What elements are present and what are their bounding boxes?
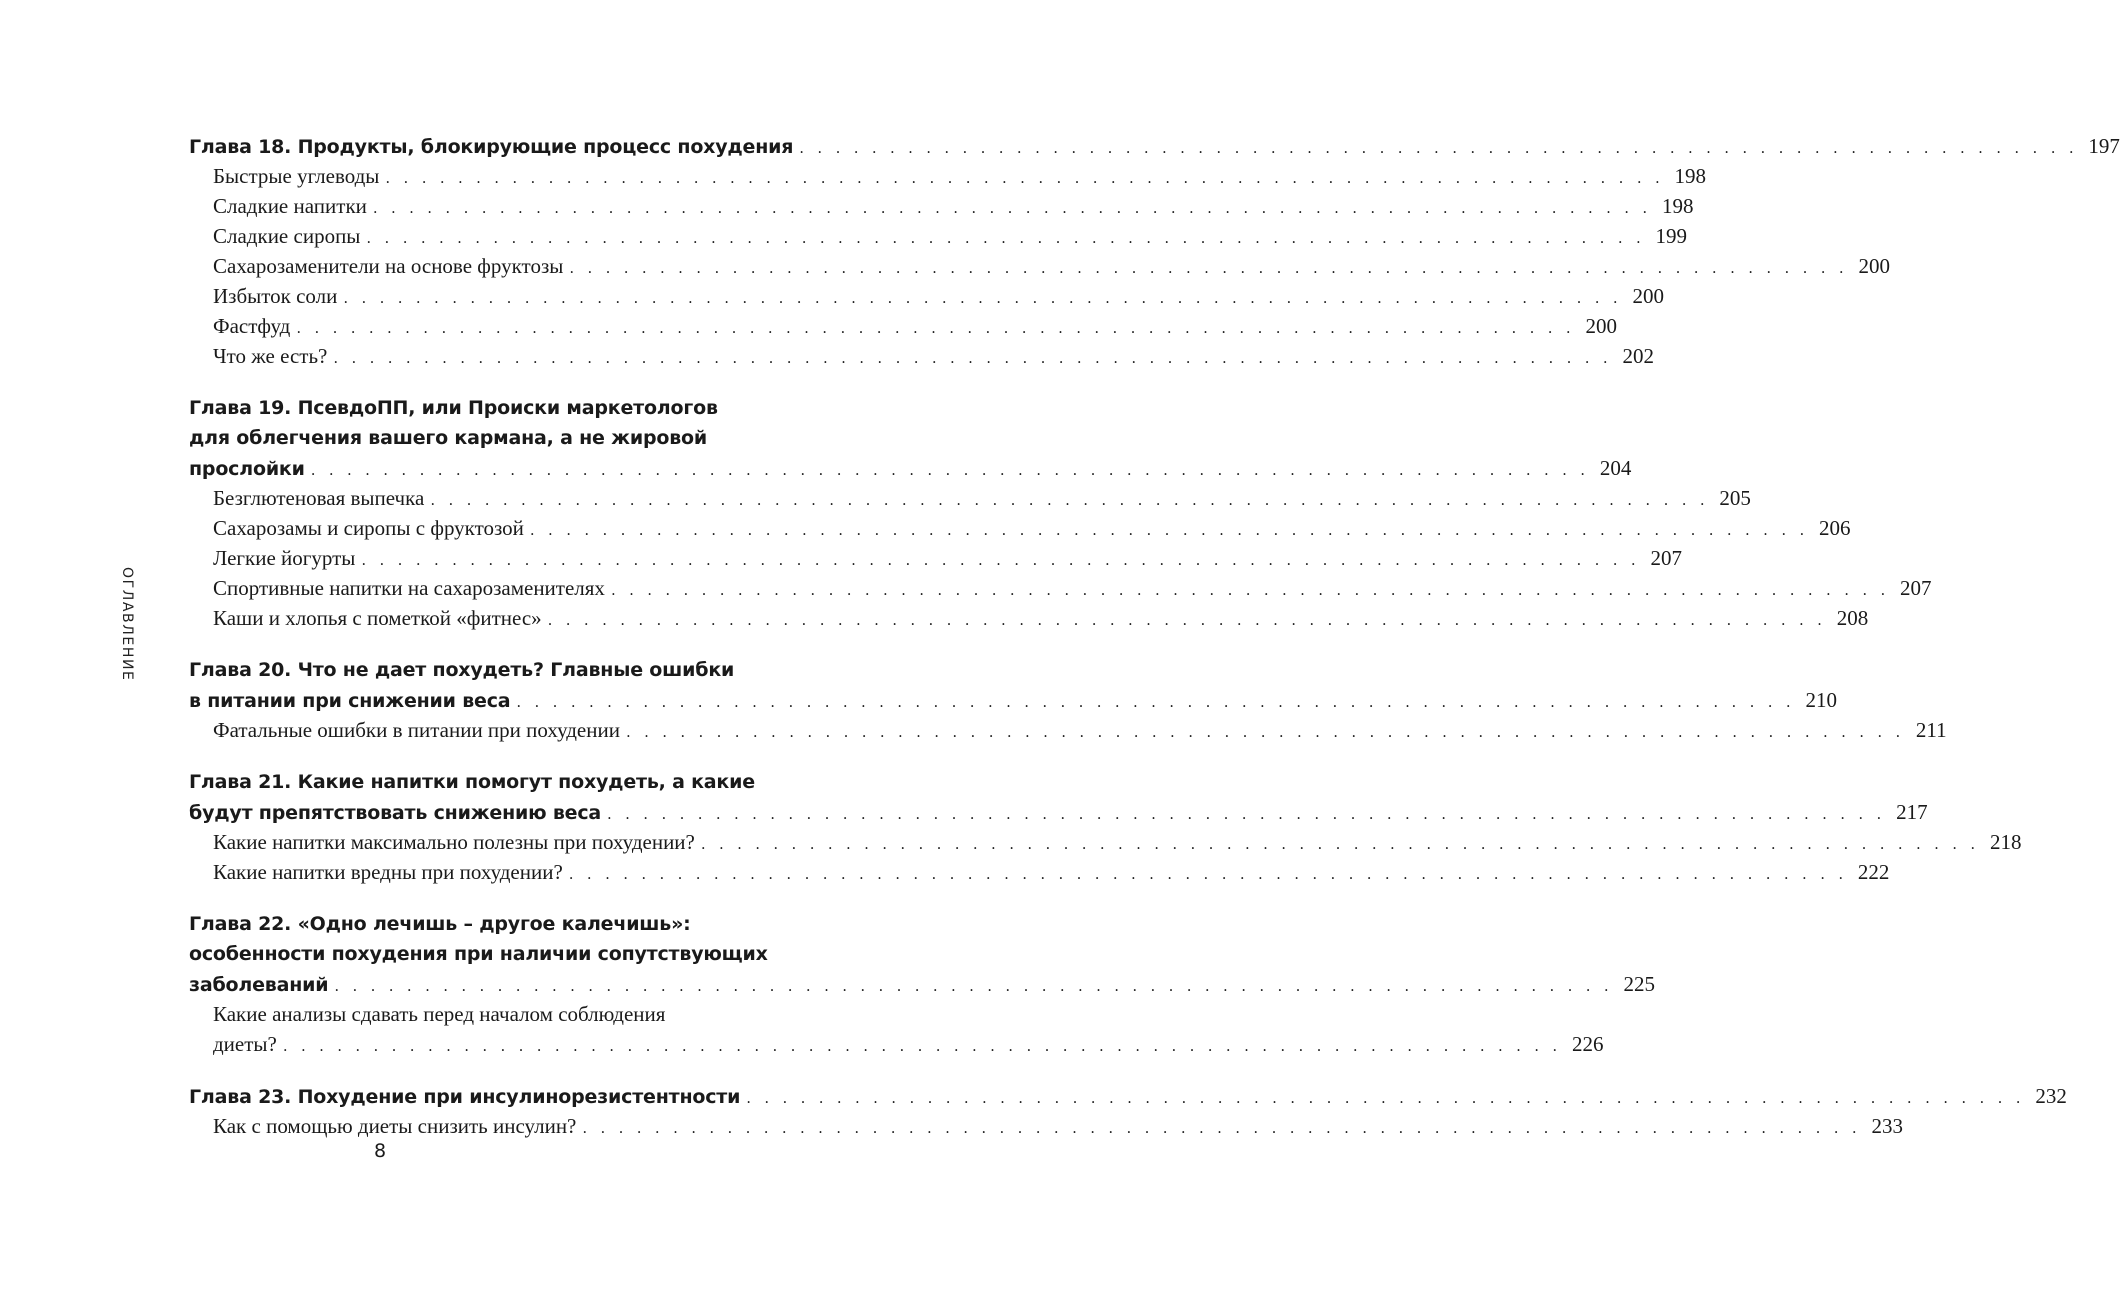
toc-chapter-23	[189, 1081, 2067, 1141]
toc-entry[interactable]	[189, 221, 1688, 251]
toc-entry[interactable]	[189, 513, 1851, 543]
dot-leader: . . . . . . . . . . . . . . . . . . . . . . . . . . . . . . . . . . . . . . . . . . . . . . . . . . . . . . . . . . . . . . . . . . . . . . .	[746, 1089, 2025, 1107]
entry-page: 222	[1857, 860, 1890, 884]
toc-entry[interactable]	[189, 603, 1869, 633]
entry-title: Фастфуд	[213, 314, 291, 338]
dot-leader: . . . . . . . . . . . . . . . . . . . . . . . . . . . . . . . . . . . . . . . . . . . . . . . . . . . . . . . . . . . . . . . . . . . . . . .	[366, 229, 1646, 247]
entry-title: Что же есть?	[213, 344, 328, 368]
toc-chapter-21	[189, 767, 2022, 887]
chapter-title: в питании при снижении веса	[189, 690, 511, 712]
dot-leader: . . . . . . . . . . . . . . . . . . . . . . . . . . . . . . . . . . . . . . . . . . . . . . . . . . . . . . . . . . . . . . . . . . . . . . .	[625, 723, 1905, 741]
chapter-heading-row[interactable]	[189, 1081, 2067, 1111]
chapter-page: 225	[1623, 972, 1655, 996]
dot-leader: . . . . . . . . . . . . . . . . . . . . . . . . . . . . . . . . . . . . . . . . . . . . . . . . . . . . . . . . . . . . . . . . . . . . . . .	[547, 611, 1827, 629]
chapter-page: 210	[1805, 688, 1838, 712]
toc-entry[interactable]	[189, 827, 2022, 857]
entry-page: 207	[1650, 546, 1683, 570]
toc-entry[interactable]	[189, 341, 1654, 371]
chapter-heading-row[interactable]	[189, 969, 1655, 999]
dot-leader: . . . . . . . . . . . . . . . . . . . . . . . . . . . . . . . . . . . . . . . . . . . . . . . . . . . . . . . . . . . . . . . . . . . . . . .	[430, 491, 1709, 509]
chapter-title-lines	[189, 909, 875, 969]
toc-chapter-18	[189, 131, 2120, 371]
dot-leader: . . . . . . . . . . . . . . . . . . . . . . . . . . . . . . . . . . . . . . . . . . . . . . . . . . . . . . . . . . . . . . . . . . . . . . .	[372, 199, 1652, 217]
entry-title: Сахарозаменители на основе фруктозы	[213, 254, 564, 278]
section-side-label: ОГЛАВЛЕНИЕ	[119, 567, 135, 682]
entry-page: 233	[1871, 1114, 1903, 1138]
page-number: 8	[373, 1140, 387, 1162]
entry-page: 226	[1571, 1032, 1604, 1056]
entry-title: Легкие йогурты	[213, 546, 356, 570]
chapter-title-line: Глава 22. «Одно лечишь – другое калечишь»:	[189, 913, 691, 935]
entry-page: 200	[1632, 284, 1664, 308]
entry-page: 200	[1585, 314, 1617, 338]
chapter-title-line: Глава 19. ПсевдоПП, или Происки маркетологов	[189, 397, 718, 419]
toc-entry[interactable]	[189, 191, 1694, 221]
entry-page: 205	[1719, 486, 1751, 510]
entry-title: Фатальные ошибки в питании при похудении	[213, 718, 620, 742]
toc-entry[interactable]	[189, 543, 1683, 573]
entry-page: 208	[1836, 606, 1869, 630]
entry-title: Сладкие напитки	[213, 194, 367, 218]
dot-leader: . . . . . . . . . . . . . . . . . . . . . . . . . . . . . . . . . . . . . . . . . . . . . . . . . . . . . . . . . . . . . . . . . . . . . . .	[700, 835, 1980, 853]
chapter-page: 197	[2088, 134, 2120, 158]
dot-leader: . . . . . . . . . . . . . . . . . . . . . . . . . . . . . . . . . . . . . . . . . . . . . . . . . . . . . . . . . . . . . . . . . . . . . . .	[282, 1037, 1562, 1055]
chapter-page: 204	[1599, 456, 1632, 480]
dot-leader: . . . . . . . . . . . . . . . . . . . . . . . . . . . . . . . . . . . . . . . . . . . . . . . . . . . . . . . . . . . . . . . . . . . . . . .	[343, 289, 1622, 307]
entry-title: Сладкие сиропы	[213, 224, 361, 248]
entry-title: Избыток соли	[213, 284, 338, 308]
chapter-title-line: Глава 21. Какие напитки помогут похудеть, а какие	[189, 771, 755, 793]
toc-chapter-19	[189, 393, 1932, 633]
chapter-title-line: Глава 20. Что не дает похудеть? Главные ошибки	[189, 659, 735, 681]
entry-page: 202	[1622, 344, 1654, 368]
chapter-heading-row[interactable]	[189, 131, 2120, 161]
toc-entry[interactable]	[189, 857, 1890, 887]
chapter-title-lines	[189, 393, 875, 453]
entry-title: Быстрые углеводы	[213, 164, 380, 188]
dot-leader: . . . . . . . . . . . . . . . . . . . . . . . . . . . . . . . . . . . . . . . . . . . . . . . . . . . . . . . . . . . . . . . . . . . . . . .	[310, 461, 1590, 479]
chapter-title: Глава 18. Продукты, блокирующие процесс похудения	[189, 136, 794, 158]
dot-leader: . . . . . . . . . . . . . . . . . . . . . . . . . . . . . . . . . . . . . . . . . . . . . . . . . . . . . . . . . . . . . . . . . . . . . . .	[385, 169, 1665, 187]
toc-entry[interactable]	[189, 161, 1707, 191]
toc-entry[interactable]	[189, 311, 1617, 341]
toc-entry[interactable]	[189, 573, 1932, 603]
entry-page: 198	[1662, 194, 1694, 218]
chapter-title-line: особенности похудения при наличии сопутствующих	[189, 943, 768, 965]
toc-entry[interactable]	[189, 251, 1890, 281]
toc-chapter-22	[189, 909, 1655, 1059]
entry-page: 206	[1819, 516, 1851, 540]
chapter-title-lines	[189, 655, 875, 685]
entry-title: Как с помощью диеты снизить инсулин?	[213, 1114, 577, 1138]
dot-leader: . . . . . . . . . . . . . . . . . . . . . . . . . . . . . . . . . . . . . . . . . . . . . . . . . . . . . . . . . . . . . . . . . . . . . . .	[334, 977, 1613, 995]
dot-leader: . . . . . . . . . . . . . . . . . . . . . . . . . . . . . . . . . . . . . . . . . . . . . . . . . . . . . . . . . . . . . . . . . . . . . . .	[569, 259, 1848, 277]
toc-chapter-20	[189, 655, 1947, 745]
entry-page: 211	[1915, 718, 1947, 742]
dot-leader: . . . . . . . . . . . . . . . . . . . . . . . . . . . . . . . . . . . . . . . . . . . . . . . . . . . . . . . . . . . . . . . . . . . . . . .	[568, 865, 1848, 883]
dot-leader: . . . . . . . . . . . . . . . . . . . . . . . . . . . . . . . . . . . . . . . . . . . . . . . . . . . . . . . . . . . . . . . . . . . . . . .	[296, 319, 1575, 337]
dot-leader: . . . . . . . . . . . . . . . . . . . . . . . . . . . . . . . . . . . . . . . . . . . . . . . . . . . . . . . . . . . . . . . . . . . . . . .	[529, 521, 1809, 539]
dot-leader: . . . . . . . . . . . . . . . . . . . . . . . . . . . . . . . . . . . . . . . . . . . . . . . . . . . . . . . . . . . . . . . . . . . . . . .	[582, 1119, 1861, 1137]
dot-leader: . . . . . . . . . . . . . . . . . . . . . . . . . . . . . . . . . . . . . . . . . . . . . . . . . . . . . . . . . . . . . . . . . . . . . . .	[610, 581, 1890, 599]
toc-entry[interactable]	[189, 715, 1947, 745]
entry-title: диеты?	[213, 1032, 277, 1056]
chapter-page: 232	[2035, 1084, 2067, 1108]
dot-leader: . . . . . . . . . . . . . . . . . . . . . . . . . . . . . . . . . . . . . . . . . . . . . . . . . . . . . . . . . . . . . . . . . . . . . . .	[516, 693, 1796, 711]
chapter-title: будут препятствовать снижению веса	[189, 802, 602, 824]
chapter-title: прослойки	[189, 458, 305, 480]
table-of-contents	[189, 131, 2120, 1163]
chapter-page: 217	[1896, 800, 1928, 824]
chapter-heading-row[interactable]	[189, 797, 1928, 827]
entry-page: 198	[1674, 164, 1707, 188]
chapter-title: Глава 23. Похудение при инсулинорезистентности	[189, 1086, 741, 1108]
entry-page: 207	[1900, 576, 1932, 600]
entry-title: Какие напитки максимально полезны при похудении?	[213, 830, 695, 854]
entry-title: Каши и хлопья с пометкой «фитнес»	[213, 606, 542, 630]
dot-leader: . . . . . . . . . . . . . . . . . . . . . . . . . . . . . . . . . . . . . . . . . . . . . . . . . . . . . . . . . . . . . . . . . . . . . . .	[607, 805, 1886, 823]
entry-title: Безглютеновая выпечка	[213, 486, 425, 510]
entry-title: Сахарозамы и сиропы с фруктозой	[213, 516, 524, 540]
dot-leader: . . . . . . . . . . . . . . . . . . . . . . . . . . . . . . . . . . . . . . . . . . . . . . . . . . . . . . . . . . . . . . . . . . . . . . .	[799, 139, 2078, 157]
entry-page: 200	[1858, 254, 1890, 278]
toc-entry[interactable]	[189, 483, 1751, 513]
chapter-heading-row[interactable]	[189, 685, 1838, 715]
entry-title-line: Какие анализы сдавать перед началом соблюдения	[213, 1002, 666, 1026]
toc-entry[interactable]	[189, 281, 1664, 311]
chapter-title-line: для облегчения вашего кармана, а не жировой	[189, 427, 707, 449]
chapter-heading-row[interactable]	[189, 453, 1632, 483]
chapter-title: заболеваний	[189, 974, 329, 996]
dot-leader: . . . . . . . . . . . . . . . . . . . . . . . . . . . . . . . . . . . . . . . . . . . . . . . . . . . . . . . . . . . . . . . . . . . . . . .	[361, 551, 1641, 569]
toc-entry[interactable]	[189, 1029, 1604, 1059]
entry-title: Спортивные напитки на сахарозаменителях	[213, 576, 605, 600]
entry-page: 199	[1655, 224, 1688, 248]
entry-page: 218	[1989, 830, 2022, 854]
entry-title: Какие напитки вредны при похудении?	[213, 860, 563, 884]
chapter-title-lines	[189, 767, 875, 797]
toc-entry[interactable]	[189, 1111, 1903, 1141]
dot-leader: . . . . . . . . . . . . . . . . . . . . . . . . . . . . . . . . . . . . . . . . . . . . . . . . . . . . . . . . . . . . . . . . . . . . . . .	[333, 349, 1612, 367]
